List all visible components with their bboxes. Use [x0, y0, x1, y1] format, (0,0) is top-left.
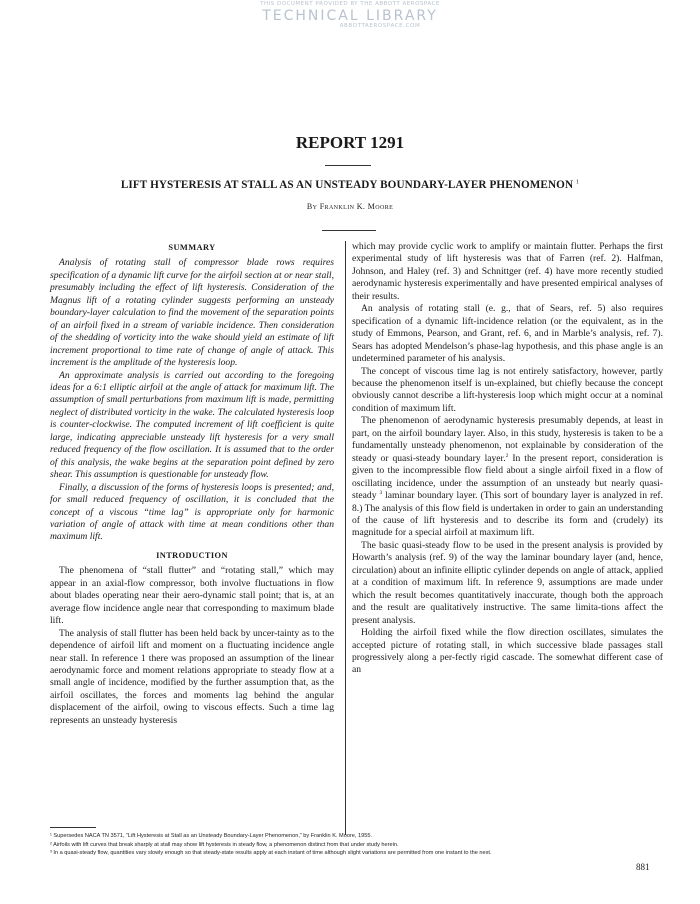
summary-paragraph: An approximate analysis is carried out according to the foregoing ideas for a 6:1 elliptic airfoil at the angle of attack for maximum lift. The assumption of small perturbations from maximum lift is made, permitting neglect of distributed vorticity in the wake. The calculated hysteresis loop is counter-clockwise. The computed increment of lift coefficient is quite large, indicating appreciable unsteady lift hysteresis for a very small reduced frequency of the flow oscillation. It is assumed that to the order of this analysis, the wake begins at the separation point defined by zero shear. This assumption is questionable for unsteady flow. [50, 369, 334, 481]
text-run: The phenomenon of aerodynamic hysteresis presumably depends, at least in part, on the airfoil boundary layer. Also, in this study, hysteresis is taken to be a fundamentally unsteady phenomenon, not explainable by consideration of the steady or quasi-steady boundary layer. [352, 415, 663, 464]
footnote-ref-3[interactable]: 3 [379, 489, 383, 496]
intro-continuation: which may provide cyclic work to amplify or maintain flutter. Perhaps the first experimental study of lift hysteresis was that of Farren (ref. 2). Halfman, Johnson, and Haley (ref. 3) and Schnittger (ref. 4) have more recently studied aerodynamic hysteresis experimentally and have presented empirical analyses of their results. [352, 241, 663, 302]
text-run: laminar boundary layer. (This sort of boundary layer is analyzed in ref. 8.) The analysis of this flow field is undertaken in order to gain an understanding of the cause of lift hysteresis and to describe its form and (crudely) its magnitude for a special airfoil at maximum lift. [352, 490, 663, 539]
summary-paragraph: Finally, a discussion of the forms of hysteresis loops is presented; and, for small reduced frequency of oscillation, it is concluded that the concept of a viscous “time lag” is appropriate only for harmonic variation of angle of attack with time at mean conditions other than maximum lift. [50, 481, 334, 543]
watermark-provider-line: THIS DOCUMENT PROVIDED BY THE ABBOTT AEROSPACE [260, 1, 440, 7]
intro-paragraph: An analysis of rotating stall (e. g., that of Sears, ref. 5) also requires specification of a dynamic lift-incidence relation (or the equivalent, as in the study of Emmons, Pearson, and Grant, ref. 6, and in Marble’s analysis, ref. 7). Sears has adopted Mendelson’s phase-lag hypothesis, and this phase angle is an undetermined parameter of his analysis. [352, 303, 663, 365]
report-number: REPORT 1291 [295, 133, 405, 152]
title-footnote-mark: 1 [576, 179, 580, 186]
text-run: In the present report, consideration is given to the incompressible flow field about a single airfoil fixed in a flow of oscillating incidence, under the assumption of an unsteady but nearly quasi-steady [352, 452, 664, 502]
byline-divider [322, 230, 376, 231]
intro-paragraph: The concept of viscous time lag is not entirely satisfactory, however, partly because the phenomenon itself is un-explained, but chiefly because the concept obviously cannot describe a lift-hysteresis loop which might occur at a nominal condition of maximum lift. [352, 365, 663, 414]
intro-paragraph: The phenomena of “stall flutter” and “rotating stall,” which may appear in an axial-flow compressor, both involve fluctuations in flow about blades operating near their aero-dynamic stall point; that is, at an average flow incidence angle near that corresponding to maximum blade lift. [50, 565, 334, 627]
summary-heading: SUMMARY [168, 243, 216, 252]
title-divider [325, 165, 371, 166]
footnote-3: ³ In a quasi-steady flow, quantities vary slowly enough so that steady-state results apply at each instant of time although slight variations are permitted from one instant to the next. [50, 850, 492, 856]
summary-paragraph: Analysis of rotating stall of compressor blade rows requires specification of a dynamic lift curve for the airfoil section at or near stall, presumably including the effect of lift hysteresis. Consideration of the Magnus lift of a rotating cylinder suggests performing an unsteady boundary-layer calculation to find the movement of the separation points of an airfoil fixed in a stream of variable incidence. Then consideration of the shedding of vorticity into the wake should yield an estimate of lift increment proportional to time rate of change of angle of attack. This increment is the amplitude of the hysteresis loop. [50, 257, 334, 369]
introduction-heading: INTRODUCTION [156, 550, 228, 560]
paper-title-text: LIFT HYSTERESIS AT STALL AS AN UNSTEADY BOUNDARY-LAYER PHENOMENON [120, 179, 574, 191]
right-column [345, 241, 663, 835]
footnote-ref-2[interactable]: 2 [505, 452, 509, 459]
watermark-library-name: TECHNICAL LIBRARY [262, 7, 438, 24]
paper-title [0, 179, 700, 191]
intro-paragraph: The analysis of stall flutter has been held back by uncer-tainty as to the dependence of airfoil lift and moment on a fluctuating incidence angle near stall. In reference 1 there was proposed an assumption of the linear aerodynamic force and moment relations appropriate to steady flow at a small angle of incidence, modified by the further assumption that, as the airfoil oscillates, the forces and moments lag behind the angular displacement of the airfoil, owing to viscous effects. Such a time lag represents an unsteady hysteresis [50, 627, 334, 726]
watermark-url: ABBOTTAEROSPACE.COM [339, 22, 421, 29]
intro-paragraph-boundary-layer [352, 415, 663, 540]
intro-paragraph: Holding the airfoil fixed while the flow direction oscillates, simulates the accepted picture of rotating stall, in which successive blade passages stall progressively along a per-fectly rigid cascade. The somewhat different case of an [352, 627, 663, 676]
footnote-2: ² Airfoils with lift curves that break sharply at stall may show lift hysteresis in steady flow, a phenomenon distinct from that under study herein. [50, 841, 399, 848]
footnote-divider [50, 827, 96, 828]
left-column [50, 242, 334, 727]
footnotes [50, 832, 670, 858]
summary-section [50, 242, 334, 544]
intro-paragraph: The basic quasi-steady flow to be used in the present analysis is provided by Howarth’s analysis (ref. 9) of the way the laminar boundary layer (and, hence, circulation) about an infinite elliptic cylinder depends on angle of attack, applied at a condition of maximum lift. In reference 9, assumptions are made under which the result becomes quantitatively inaccurate, though both the approach and the result are qualitatively instructive. The same limita-tions affect the present analysis. [352, 539, 663, 626]
author-byline: By Franklin K. Moore [306, 202, 394, 211]
watermark [0, 2, 700, 29]
footnote-1: ¹ Supersedes NACA TN 3571, “Lift Hysteresis at Stall as an Unsteady Boundary-Layer Phenomenon,” by Franklin K. Moore, 1955. [50, 833, 373, 839]
page-number: 881 [636, 862, 650, 872]
